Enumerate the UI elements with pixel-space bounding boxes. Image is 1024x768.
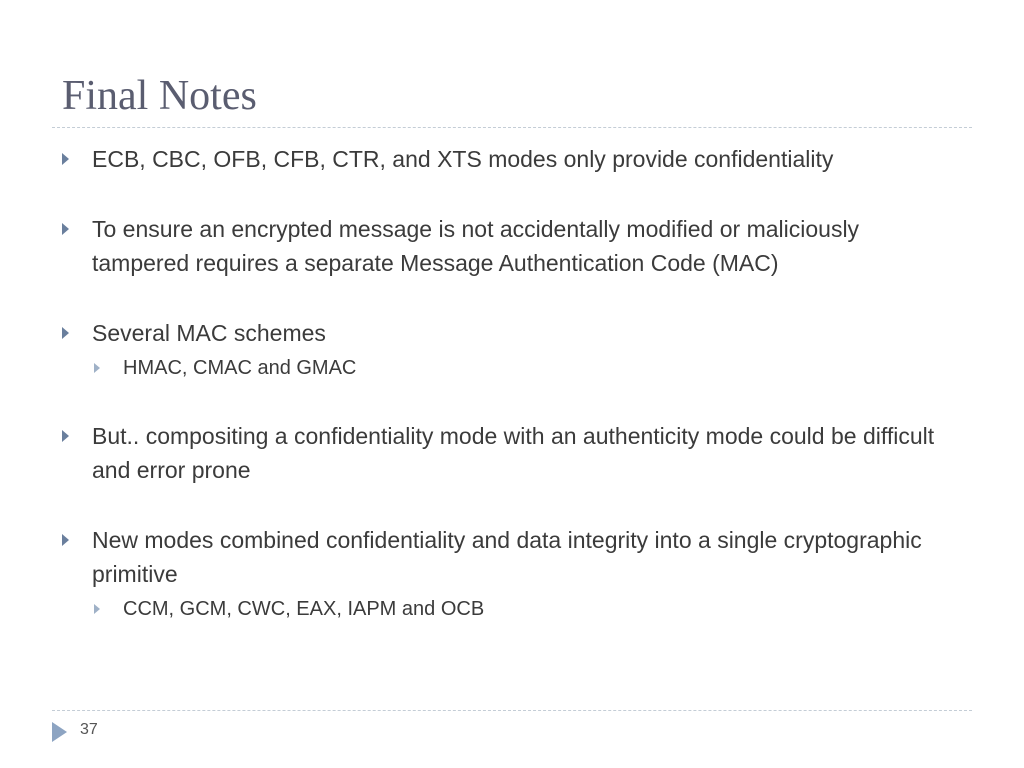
footer-divider [52,710,972,711]
sub-bullet-item [92,353,962,383]
bullet-text: To ensure an encrypted message is not accidentally modified or maliciously tampered requires a separate Message Authentication Code (MAC) [92,216,860,276]
bullet-arrow-icon [62,223,69,235]
bullet-arrow-icon [62,327,69,339]
bullet-item [62,419,962,487]
bullet-text: New modes combined confidentiality and data integrity into a single cryptographic primitive [92,527,922,587]
slide-title: Final Notes [62,73,257,119]
bullet-text: But.. compositing a confidentiality mode with an authenticity mode could be difficult and error prone [92,423,935,483]
sub-bullet-text: HMAC, CMAC and GMAC [123,357,357,379]
sub-bullet-text: CCM, GCM, CWC, EAX, IAPM and OCB [123,598,485,620]
footer-arrow-icon [52,722,67,742]
bullet-item [62,523,962,591]
bullet-arrow-icon [62,430,69,442]
title-divider [52,127,972,128]
bullet-text: Several MAC schemes [92,320,326,346]
page-number: 37 [80,721,98,738]
sub-bullet-arrow-icon [94,363,100,373]
sub-bullet-item [92,594,962,624]
bullet-item [62,142,962,176]
bullet-text: ECB, CBC, OFB, CFB, CTR, and XTS modes only provide confidentiality [92,146,834,172]
sub-bullet-arrow-icon [94,604,100,614]
bullet-arrow-icon [62,153,69,165]
bullet-item [62,212,962,280]
slide-body [62,142,962,624]
bullet-item [62,316,962,350]
bullet-arrow-icon [62,534,69,546]
